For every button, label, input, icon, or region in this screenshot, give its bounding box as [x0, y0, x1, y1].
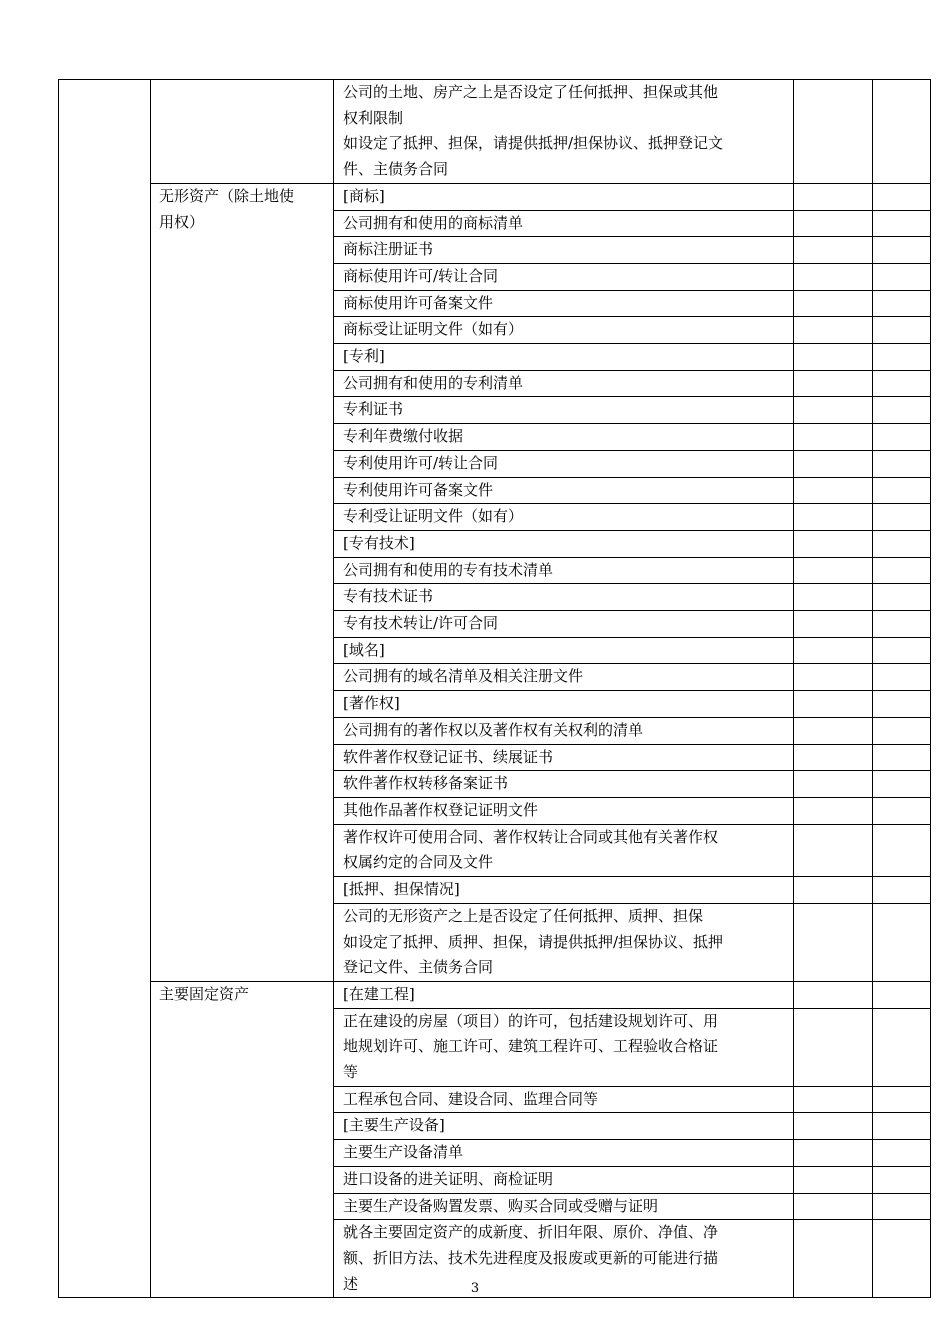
item-text-line: [抵押、担保情况] — [343, 880, 460, 899]
blank-cell — [794, 771, 873, 798]
blank-cell — [873, 1140, 931, 1167]
document-item-cell — [334, 744, 794, 771]
item-text-line: 专利年费缴付收据 — [343, 427, 464, 446]
blank-cell — [794, 1008, 873, 1086]
blank-cell — [794, 344, 873, 371]
document-item-cell — [334, 637, 794, 664]
blank-cell — [873, 183, 931, 210]
blank-cell — [873, 797, 931, 824]
document-item-cell — [334, 424, 794, 451]
item-text-line: 述 — [343, 1274, 359, 1293]
document-item-cell — [334, 771, 794, 798]
document-item-cell — [334, 584, 794, 611]
blank-cell — [873, 237, 931, 264]
document-item-cell — [334, 80, 794, 184]
blank-cell — [873, 1008, 931, 1086]
item-text-line: 权利限制 — [343, 108, 404, 127]
blank-cell — [873, 397, 931, 424]
blank-cell — [794, 317, 873, 344]
blank-cell — [873, 290, 931, 317]
blank-cell — [873, 981, 931, 1008]
document-item-cell — [334, 981, 794, 1008]
document-item-cell — [334, 290, 794, 317]
item-text-line: 主要生产设备清单 — [343, 1143, 464, 1162]
item-text-line: 专利证书 — [343, 400, 404, 419]
table-row — [59, 981, 931, 1008]
category-line: 主要固定资产 — [159, 984, 250, 1003]
blank-cell — [873, 504, 931, 531]
item-text-line: 公司拥有的著作权以及著作权有关权利的清单 — [343, 720, 644, 739]
item-text-line: 如设定了抵押、担保，请提供抵押/担保协议、抵押登记文 — [343, 134, 724, 153]
item-text-line: 如设定了抵押、质押、担保，请提供抵押/担保协议、抵押 — [343, 932, 724, 951]
document-item-cell — [334, 210, 794, 237]
blank-cell — [794, 611, 873, 638]
blank-cell — [873, 450, 931, 477]
item-text-line: 就各主要固定资产的成新度、折旧年限、原价、净值、净 — [343, 1223, 719, 1242]
blank-cell — [873, 263, 931, 290]
item-text-line: 专利使用许可备案文件 — [343, 480, 494, 499]
item-text-line: 公司拥有的域名清单及相关注册文件 — [343, 667, 584, 686]
item-text-line: 主要生产设备购置发票、购买合同或受赠与证明 — [343, 1196, 659, 1215]
document-item-cell — [334, 477, 794, 504]
blank-cell — [873, 877, 931, 904]
category-cell — [151, 183, 334, 981]
blank-cell — [873, 771, 931, 798]
item-text-line: 著作权许可使用合同、著作权转让合同或其他有关著作权 — [343, 827, 719, 846]
blank-cell — [873, 637, 931, 664]
document-item-cell — [334, 611, 794, 638]
item-text-line: 商标使用许可/转让合同 — [343, 266, 499, 285]
item-text-line: 等 — [343, 1063, 359, 1082]
blank-cell — [873, 611, 931, 638]
blank-cell — [794, 530, 873, 557]
blank-cell — [794, 557, 873, 584]
blank-cell — [873, 424, 931, 451]
blank-cell — [873, 317, 931, 344]
blank-cell — [794, 797, 873, 824]
category-cell — [151, 981, 334, 1297]
blank-cell — [873, 370, 931, 397]
blank-cell — [794, 1086, 873, 1113]
document-item-cell — [334, 317, 794, 344]
blank-cell — [873, 557, 931, 584]
blank-cell — [794, 744, 873, 771]
section-column-cell — [59, 80, 151, 1298]
blank-cell — [794, 637, 873, 664]
item-text-line: [主要生产设备] — [343, 1116, 445, 1135]
document-item-cell — [334, 263, 794, 290]
item-text-line: 软件著作权转移备案证书 — [343, 774, 509, 793]
item-text-line: 件、主债务合同 — [343, 160, 449, 179]
blank-cell — [794, 584, 873, 611]
item-text-line: 权属约定的合同及文件 — [343, 853, 494, 872]
document-item-cell — [334, 691, 794, 718]
blank-cell — [794, 1166, 873, 1193]
document-item-cell — [334, 1140, 794, 1167]
blank-cell — [794, 370, 873, 397]
page-number: 3 — [470, 1281, 480, 1296]
document-item-cell — [334, 344, 794, 371]
item-text-line: 专有技术转让/许可合同 — [343, 614, 499, 633]
item-text-line: 公司拥有和使用的专有技术清单 — [343, 560, 554, 579]
document-item-cell — [334, 557, 794, 584]
document-item-cell — [334, 1113, 794, 1140]
item-text-line: [专有技术] — [343, 533, 415, 552]
item-text-line: 专利使用许可/转让合同 — [343, 453, 499, 472]
item-text-line: [在建工程] — [343, 984, 415, 1003]
item-text-line: 其他作品著作权登记证明文件 — [343, 800, 539, 819]
document-item-cell — [334, 450, 794, 477]
table-body — [59, 80, 931, 1298]
blank-cell — [794, 1140, 873, 1167]
blank-cell — [873, 824, 931, 876]
document-item-cell — [334, 1086, 794, 1113]
blank-cell — [794, 263, 873, 290]
table-row — [59, 80, 931, 184]
document-item-cell — [334, 664, 794, 691]
blank-cell — [873, 1086, 931, 1113]
document-item-cell — [334, 530, 794, 557]
item-text-line: [著作权] — [343, 694, 400, 713]
blank-cell — [794, 664, 873, 691]
blank-cell — [873, 664, 931, 691]
blank-cell — [794, 981, 873, 1008]
document-item-cell — [334, 183, 794, 210]
item-text-line: 商标受让证明文件（如有） — [343, 320, 524, 339]
item-text-line: [专利] — [343, 347, 385, 366]
document-item-cell — [334, 877, 794, 904]
item-text-line: 工程承包合同、建设合同、监理合同等 — [343, 1089, 599, 1108]
item-text-line: 软件著作权登记证书、续展证书 — [343, 747, 554, 766]
blank-cell — [794, 717, 873, 744]
blank-cell — [873, 210, 931, 237]
blank-cell — [873, 530, 931, 557]
item-text-line: 地规划许可、施工许可、建筑工程许可、工程验收合格证 — [343, 1037, 719, 1056]
blank-cell — [794, 290, 873, 317]
blank-cell — [873, 1193, 931, 1220]
item-text-line: 登记文件、主债务合同 — [343, 958, 494, 977]
blank-cell — [873, 1113, 931, 1140]
blank-cell — [794, 397, 873, 424]
item-text-line: 公司的土地、房产之上是否设定了任何抵押、担保或其他 — [343, 83, 719, 101]
category-line: 无形资产（除土地使 — [159, 186, 295, 205]
item-text-line: 进口设备的进关证明、商检证明 — [343, 1169, 554, 1188]
blank-cell — [794, 1193, 873, 1220]
table-row — [59, 183, 931, 210]
item-text-line: 商标使用许可备案文件 — [343, 293, 494, 312]
item-text-line: [商标] — [343, 186, 385, 205]
blank-cell — [794, 691, 873, 718]
document-item-cell — [334, 370, 794, 397]
item-text-line: 公司的无形资产之上是否设定了任何抵押、质押、担保 — [343, 906, 704, 925]
document-item-cell — [334, 1166, 794, 1193]
category-cell — [151, 80, 334, 184]
blank-cell — [873, 1166, 931, 1193]
document-item-cell — [334, 1008, 794, 1086]
blank-cell — [873, 691, 931, 718]
blank-cell — [794, 903, 873, 981]
document-item-cell — [334, 717, 794, 744]
blank-cell — [794, 824, 873, 876]
blank-cell — [794, 504, 873, 531]
blank-cell — [794, 1113, 873, 1140]
document-item-cell — [334, 903, 794, 981]
blank-cell — [873, 80, 931, 184]
document-item-cell — [334, 237, 794, 264]
item-text-line: 公司拥有和使用的专利清单 — [343, 373, 524, 392]
item-text-line: 商标注册证书 — [343, 240, 434, 259]
document-item-cell — [334, 397, 794, 424]
blank-cell — [794, 183, 873, 210]
document-item-cell — [334, 504, 794, 531]
blank-cell — [873, 584, 931, 611]
blank-cell — [873, 744, 931, 771]
item-text-line: 公司拥有和使用的商标清单 — [343, 213, 524, 232]
category-line: 用权） — [159, 212, 205, 231]
document-item-cell — [334, 824, 794, 876]
blank-cell — [873, 344, 931, 371]
blank-cell — [794, 877, 873, 904]
item-text-line: 专有技术证书 — [343, 587, 434, 606]
blank-cell — [794, 477, 873, 504]
blank-cell — [873, 717, 931, 744]
blank-cell — [873, 477, 931, 504]
blank-cell — [794, 237, 873, 264]
blank-cell — [794, 80, 873, 184]
blank-cell — [873, 903, 931, 981]
document-item-cell — [334, 797, 794, 824]
blank-cell — [794, 424, 873, 451]
document-item-cell — [334, 1193, 794, 1220]
blank-cell — [794, 210, 873, 237]
blank-cell — [794, 450, 873, 477]
item-text-line: 专利受让证明文件（如有） — [343, 507, 524, 526]
item-text-line: [域名] — [343, 640, 385, 659]
item-text-line: 正在建设的房屋（项目）的许可，包括建设规划许可、用 — [343, 1011, 719, 1030]
document-table — [58, 79, 931, 1298]
item-text-line: 额、折旧方法、技术先进程度及报废或更新的可能进行描 — [343, 1248, 719, 1267]
